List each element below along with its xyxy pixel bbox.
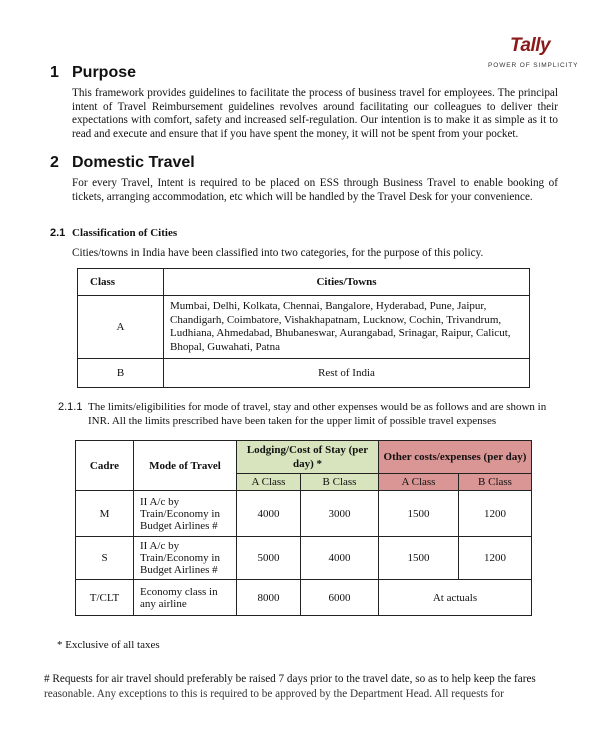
air-travel-footnote: # Requests for air travel should preferably be raised 7 days prior to the travel date, so as to help keep the fares	[44, 673, 536, 685]
cities-table	[77, 268, 530, 388]
cadre-cell: M	[76, 491, 134, 537]
lodging-b-cell: 6000	[301, 580, 379, 616]
section-number: 2.1	[50, 227, 66, 239]
mode-cell: II A/c by Train/Economy in Budget Airlines #	[134, 537, 237, 580]
table-row	[76, 491, 532, 537]
lodging-a-cell: 4000	[237, 491, 301, 537]
other-a-cell: 1500	[379, 537, 459, 580]
table-header-row	[78, 269, 530, 296]
logo-tagline: POWER OF SIMPLICITY	[488, 62, 579, 69]
mode-cell: Economy class in any airline	[134, 580, 237, 616]
class-cell: A	[78, 296, 164, 359]
mode-header: Mode of Travel	[134, 441, 237, 491]
section-title: Domestic Travel	[72, 154, 195, 171]
lodging-header: Lodging/Cost of Stay (per day) *	[237, 441, 379, 474]
mode-cell: II A/c by Train/Economy in Budget Airlines #	[134, 491, 237, 537]
lodging-b-class-header: B Class	[301, 474, 379, 491]
table-header-row	[76, 441, 532, 474]
domestic-travel-paragraph: For every Travel, Intent is required to be placed on ESS through Business Travel to enable booking of tickets, arranging accommodation, etc which will be handled by the Travel Desk for your convenience.	[72, 177, 558, 203]
cities-header: Cities/Towns	[164, 269, 530, 296]
section-number: 2	[50, 154, 59, 171]
other-b-class-header: B Class	[459, 474, 532, 491]
cadre-cell: S	[76, 537, 134, 580]
section-2-1-heading	[50, 227, 177, 239]
lodging-b-cell: 4000	[301, 537, 379, 580]
table-row	[76, 537, 532, 580]
class-header: Class	[78, 269, 164, 296]
cities-cell: Rest of India	[164, 359, 530, 388]
logo-mark: Tally	[510, 35, 551, 56]
cadre-header: Cadre	[76, 441, 134, 491]
section-2-1-1	[58, 400, 560, 428]
lodging-a-cell: 5000	[237, 537, 301, 580]
limits-table	[75, 440, 532, 616]
other-a-cell: 1500	[379, 491, 459, 537]
class-cell: B	[78, 359, 164, 388]
table-row	[78, 296, 530, 359]
section-number: 2.1.1	[58, 401, 83, 413]
other-b-cell: 1200	[459, 491, 532, 537]
section-title: Classification of Cities	[72, 227, 178, 239]
tally-logo	[488, 36, 580, 69]
lodging-b-cell: 3000	[301, 491, 379, 537]
cadre-cell: T/CLT	[76, 580, 134, 616]
other-b-cell: 1200	[459, 537, 532, 580]
section-number: 1	[50, 64, 59, 81]
other-costs-header: Other costs/expenses (per day)	[379, 441, 532, 474]
section-2-heading	[50, 154, 195, 172]
limits-description: The limits/eligibilities for mode of travel, stay and other expenses would be as follows and are shown in INR. All the limits prescribed have been taken for the upper limit of possible travel expenses	[88, 401, 547, 427]
purpose-paragraph: This framework provides guidelines to facilitate the process of business travel for employees. The principal intent of Travel Reimbursement guidelines revolves around facilitating our colleagues to deliver their expectations with comfort, safety and increased self-regulation. Our intention is to make it as simple as it to read and execute and ensure that if you have spent the money, it will not be spent from your pocket.	[72, 87, 558, 140]
air-travel-footnote-continued: reasonable. Any exceptions to this is required to be approved by the Department Head. All requests for	[44, 688, 504, 700]
classification-intro: Cities/towns in India have been classified into two categories, for the purpose of this policy.	[72, 247, 484, 259]
section-title: Purpose	[72, 64, 137, 81]
lodging-a-class-header: A Class	[237, 474, 301, 491]
table-row	[76, 580, 532, 616]
other-costs-cell: At actuals	[379, 580, 532, 616]
section-1-heading	[50, 64, 136, 82]
cities-cell: Mumbai, Delhi, Kolkata, Chennai, Bangalore, Hyderabad, Pune, Jaipur, Chandigarh, Coimbatore, Vishakhapatnam, Lucknow, Cochin, Trivandrum, Ludhiana, Ahmedabad, Bhubaneswar, Aurangabad, Srinagar, Raipur, Calicut, Bhopal, Guwahati, Patna	[164, 296, 530, 359]
other-a-class-header: A Class	[379, 474, 459, 491]
lodging-a-cell: 8000	[237, 580, 301, 616]
taxes-note: * Exclusive of all taxes	[57, 639, 160, 651]
table-row	[78, 359, 530, 388]
